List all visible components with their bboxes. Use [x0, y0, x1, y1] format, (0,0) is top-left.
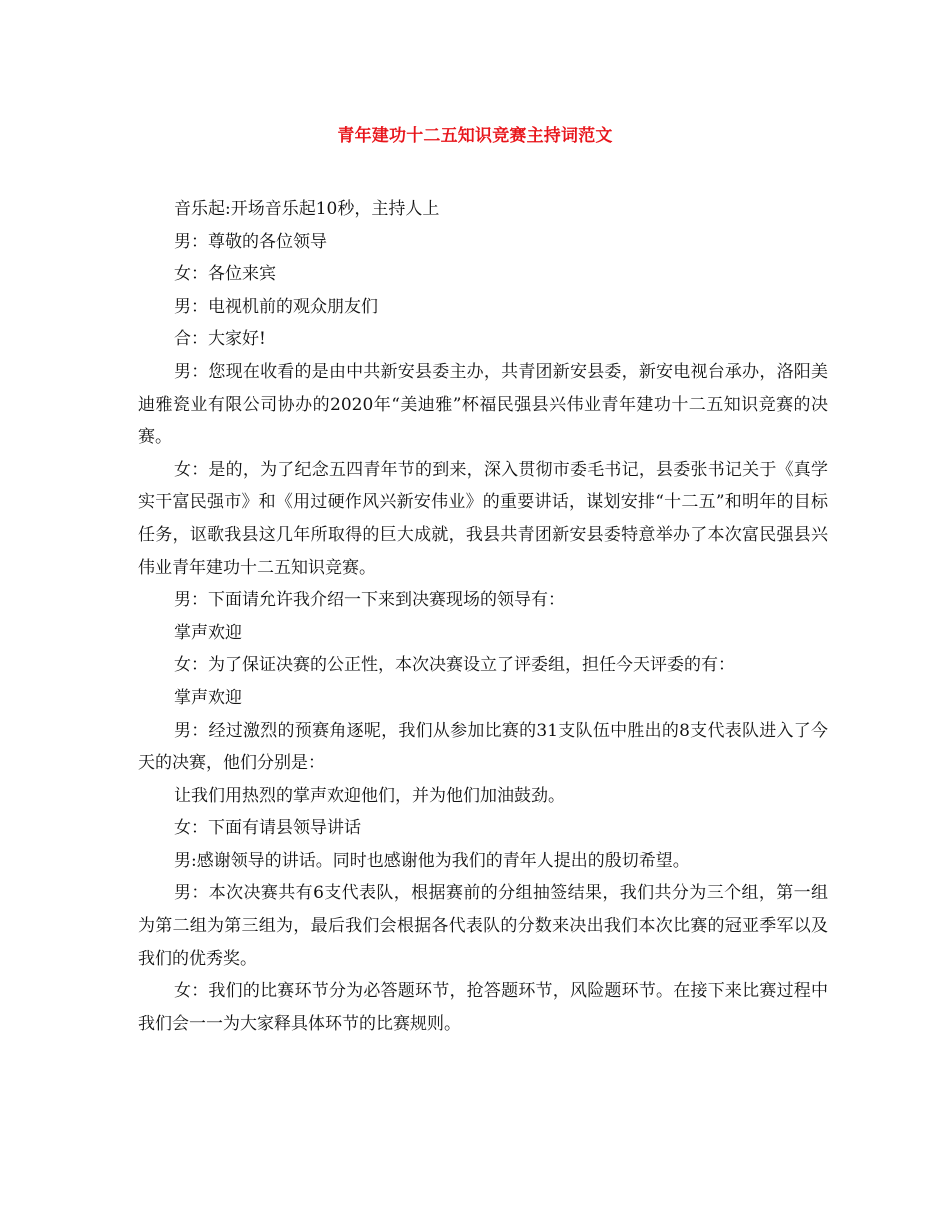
- paragraph: 男：尊敬的各位领导: [174, 231, 327, 252]
- document-title: 青年建功十二五知识竞赛主持词范文: [337, 126, 613, 146]
- paragraph: 男：您现在收看的是由中共新安县委主办，共青团新安县委，新安电视台承办，洛阳美迪雅瓷业有限公司协办的2020年“美迪雅”杯福民强县兴伟业青年建功十二五知识竞赛的决赛。: [138, 361, 828, 448]
- paragraph: 女：我们的比赛环节分为必答题环节，抢答题环节，风险题环节。在接下来比赛过程中我们会一一为大家释具体环节的比赛规则。: [138, 981, 828, 1034]
- paragraph: 女：是的，为了纪念五四青年节的到来，深入贯彻市委毛书记，县委张书记关于《真学实干富民强市》和《用过硬作风兴新安伟业》的重要讲话，谋划安排“十二五”和明年的目标任务，讴歌我县这几年所取得的巨大成就，我县共青团新安县委特意举办了本次富民强县兴伟业青年建功十二五知识竞赛。: [138, 459, 828, 578]
- paragraph: 女：各位来宾: [174, 264, 276, 285]
- paragraph: 男：经过激烈的预赛角逐呢，我们从参加比赛的31支队伍中胜出的8支代表队进入了今天的决赛，他们分别是：: [138, 720, 828, 774]
- paragraph: 掌声欢迎: [174, 687, 242, 708]
- paragraph: 女：为了保证决赛的公正性，本次决赛设立了评委组，担任今天评委的有：: [174, 655, 735, 676]
- document-body: [138, 193, 828, 1040]
- paragraph: 让我们用热烈的掌声欢迎他们，并为他们加油鼓劲。: [174, 785, 565, 806]
- paragraph: 男:感谢领导的讲话。同时也感谢他为我们的青年人提出的殷切希望。: [174, 850, 690, 871]
- paragraph: 音乐起:开场音乐起10秒，主持人上: [174, 199, 440, 219]
- paragraph: 男：下面请允许我介绍一下来到决赛现场的领导有：: [174, 590, 565, 611]
- paragraph: 合：大家好!: [174, 329, 266, 350]
- paragraph: 男：本次决赛共有6支代表队，根据赛前的分组抽签结果，我们共分为三个组，第一组为第二组为第三组为，最后我们会根据各代表队的分数来决出我们本次比赛的冠亚季军以及我们的优秀奖。: [138, 883, 828, 969]
- paragraph: 男：电视机前的观众朋友们: [174, 296, 378, 317]
- paragraph: 女：下面有请县领导讲话: [174, 818, 361, 839]
- paragraph: 掌声欢迎: [174, 622, 242, 643]
